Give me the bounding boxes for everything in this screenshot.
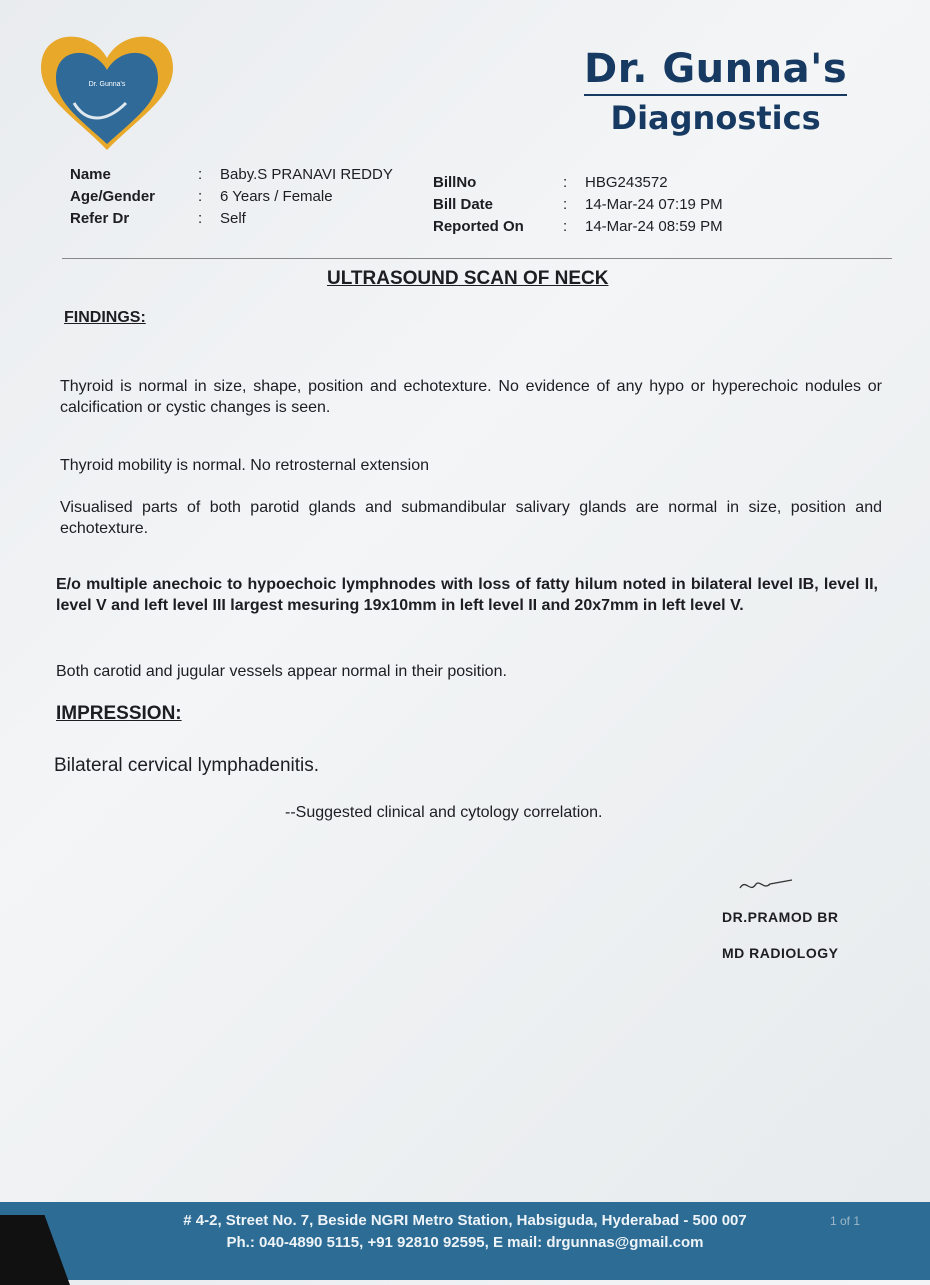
separator: : [563,174,568,191]
impression-heading: IMPRESSION: [56,703,182,724]
separator: : [563,196,568,213]
clinic-logo [36,28,178,152]
suggestion-text: --Suggested clinical and cytology correlation. [285,804,603,821]
impression-text: Bilateral cervical lymphadenitis. [54,755,320,776]
page-number: 1 of 1 [829,1214,860,1228]
bill-no: HBG243572 [585,174,668,191]
brand-name: Dr. Gunna's [584,46,848,92]
footer-contact: Ph.: 040-4890 5115, +91 92810 92595, E mail: drgunnas@gmail.com [226,1234,704,1251]
refer-doctor: Self [220,210,246,227]
finding-paragraph: E/o multiple anechoic to hypoechoic lymphnodes with loss of fatty hilum noted in bilateral level IB, level II, level V and left level III largest mesuring 19x10mm in left level II and 20x7mm in left level V. [56,576,878,614]
patient-name: Baby.S PRANAVI REDDY [220,166,393,183]
separator: : [198,210,203,227]
patient-info-right [433,172,723,238]
reported-label: Reported On [433,218,524,235]
bill-no-label: BillNo [433,174,477,191]
brand-title [584,46,847,136]
header-divider [62,258,892,259]
bill-date-label: Bill Date [433,196,494,213]
doctor-qualification: MD RADIOLOGY [722,945,839,961]
brand-divider [584,94,847,96]
age-label: Age/Gender [70,188,156,205]
patient-age: 6 Years / Female [220,188,333,205]
findings-heading: FINDINGS: [64,309,146,326]
finding-paragraph: Thyroid is normal in size, shape, position and echotexture. No evidence of any hypo or hyperechoic nodules or calcification or cystic changes is seen. [60,378,882,416]
finding-paragraph: Both carotid and jugular vessels appear normal in their position. [56,663,507,680]
separator: : [563,218,568,235]
refer-label: Refer Dr [70,210,130,227]
finding-paragraph: Thyroid mobility is normal. No retrosternal extension [60,457,430,474]
name-label: Name [70,166,111,183]
separator: : [198,166,203,183]
patient-info-left [70,164,393,230]
finding-paragraph: Visualised parts of both parotid glands and submandibular salivary glands are normal in size, position and echotexture. [60,499,882,537]
footer-address: # 4-2, Street No. 7, Beside NGRI Metro Station, Habsiguda, Hyderabad - 500 007 [183,1212,747,1229]
signature-mark [736,874,796,898]
svg-text:Dr. Gunna's: Dr. Gunna's [88,81,126,88]
separator: : [198,188,203,205]
doctor-name: DR.PRAMOD BR [722,909,839,925]
footer-bar [0,1202,930,1280]
brand-subtitle: Diagnostics [610,99,821,137]
reported-on: 14-Mar-24 08:59 PM [585,218,723,235]
report-title: ULTRASOUND SCAN OF NECK [327,268,609,289]
bill-date: 14-Mar-24 07:19 PM [585,196,723,213]
